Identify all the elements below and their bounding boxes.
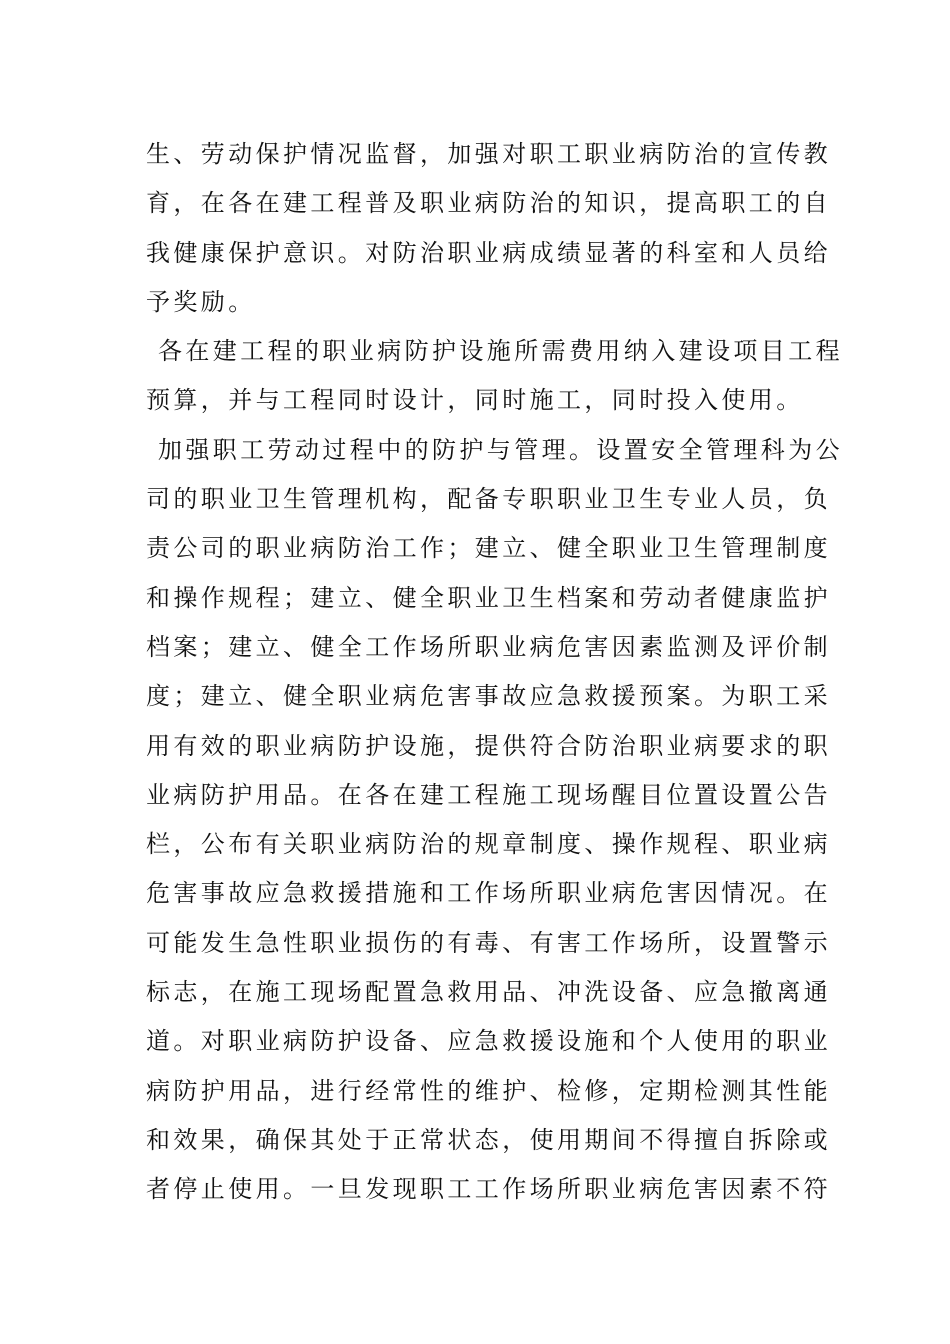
text-line: 加强职工劳动过程中的防护与管理。设置安全管理科为公 [158,435,843,464]
text-line: 栏，公布有关职业病防治的规章制度、操作规程、职业病 [146,830,831,859]
text-line: 和操作规程；建立、健全职业卫生档案和劳动者健康监护 [146,583,831,612]
text-line: 予奖励。 [146,287,256,316]
text-line: 者停止使用。一旦发现职工工作场所职业病危害因素不符 [146,1175,831,1204]
text-line: 生、劳动保护情况监督，加强对职工职业病防治的宣传教 [146,140,831,168]
text-line: 危害事故应急救援措施和工作场所职业病危害因情况。在 [146,879,831,908]
text-line: 业病防护用品。在各在建工程施工现场醒目位置设置公告 [146,780,831,809]
text-line: 预算，并与工程同时设计，同时施工，同时投入使用。 [146,386,804,415]
text-line: 用有效的职业病防护设施，提供符合防治职业病要求的职 [146,731,831,760]
text-line: 育，在各在建工程普及职业病防治的知识，提高职工的自 [146,189,831,218]
text-line: 档案；建立、健全工作场所职业病危害因素监测及评价制 [146,632,831,661]
text-line: 我健康保护意识。对防治职业病成绩显著的科室和人员给 [146,238,831,267]
text-line: 司的职业卫生管理机构，配备专职职业卫生专业人员，负 [146,485,831,514]
text-line: 道。对职业病防护设备、应急救援设施和个人使用的职业 [146,1027,831,1056]
text-line: 各在建工程的职业病防护设施所需费用纳入建设项目工程 [158,337,843,366]
text-line: 标志，在施工现场配置急救用品、冲洗设备、应急撤离通 [146,978,831,1007]
text-line: 度；建立、健全职业病危害事故应急救援预案。为职工采 [146,682,831,711]
text-line: 病防护用品，进行经常性的维护、检修，定期检测其性能 [146,1076,831,1105]
text-line: 可能发生急性职业损伤的有毒、有害工作场所，设置警示 [146,928,831,957]
text-line: 和效果，确保其处于正常状态，使用期间不得擅自拆除或 [146,1125,831,1154]
body-text [146,130,843,1215]
text-line: 责公司的职业病防治工作；建立、健全职业卫生管理制度 [146,534,831,563]
